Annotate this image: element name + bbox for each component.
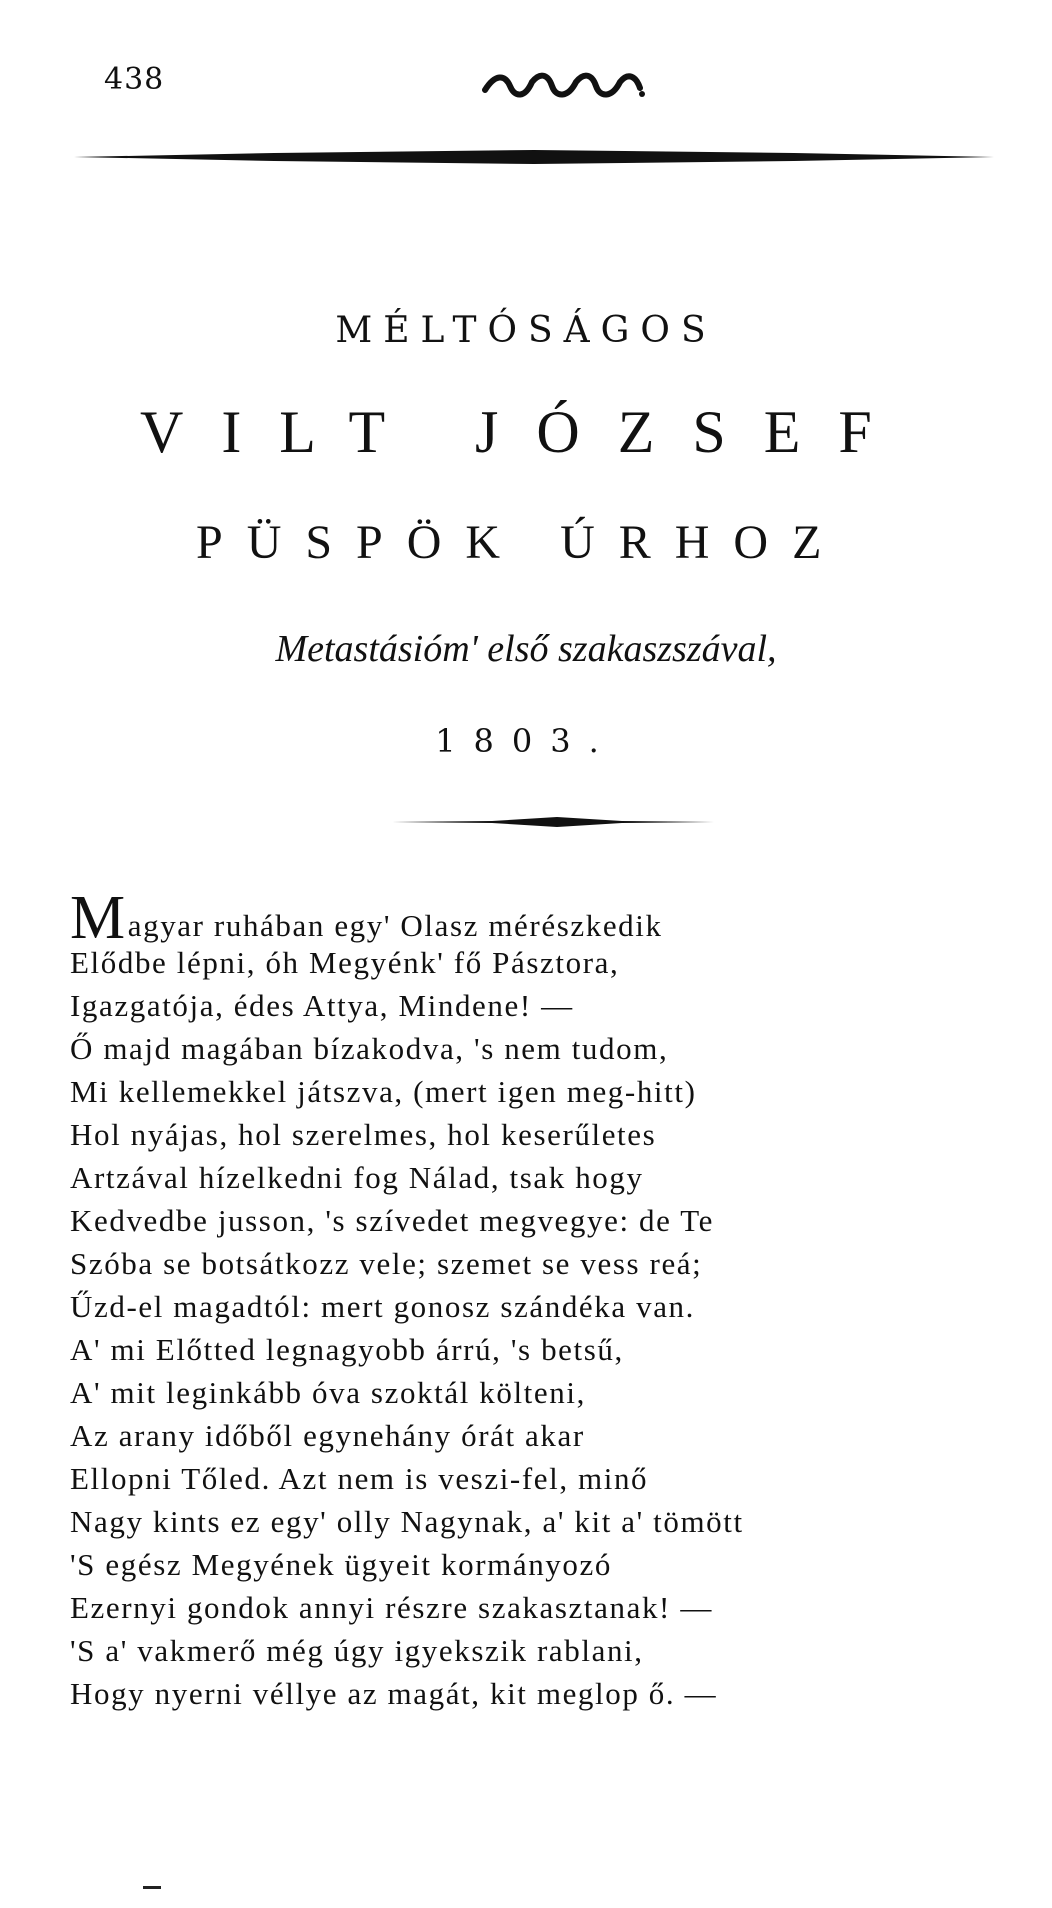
poem-line: Elődbe lépni, óh Megyénk' fő Pásztora, [70,945,620,980]
title-name: VILT JÓZSEF [140,399,910,465]
poem-line: 'S a' vakmerő még úgy igyekszik rablani, [70,1633,644,1668]
poem-line: Űzd-el magadtól: mert gonosz szándéka van. [70,1289,696,1324]
poem-line: Hogy nyerni véllye az magát, kit meglop ő. — [70,1676,718,1711]
page-number: 438 [104,62,165,97]
poem-line: 'S egész Megyének ügyeit kormányozó [70,1547,612,1582]
page-mark-dash [143,1886,161,1889]
poem-line [70,884,1030,952]
poem-line: A' mi Előtted legnagyobb árrú, 's betsű, [70,1332,624,1367]
poem-line: Mi kellemekkel játszva, (mert igen meg-hitt) [70,1074,697,1109]
poem-line: Artzával hízelkedni fog Nálad, tsak hogy [70,1160,644,1195]
poem-body [70,884,1030,1715]
drop-initial: M [70,884,127,952]
poem-line: Hol nyájas, hol szerelmes, hol keserűletes [70,1117,657,1152]
top-rule [74,150,994,164]
subtitle: Metastásióm' első szakaszszával, [275,628,777,670]
poem-line: Ezernyi gondok annyi részre szakasztanak! — [70,1590,713,1625]
poem-line: A' mit leginkább óva szoktál költeni, [70,1375,586,1410]
year: 1803. [435,722,617,760]
title-dignitary: MÉLTÓSÁGOS [335,310,717,351]
ornament-flourish [480,64,650,104]
poem-line: Igazgatója, édes Attya, Mindene! — [70,988,574,1023]
poem-line: Ellopni Tőled. Azt nem is veszi-fel, minő [70,1461,649,1496]
poem-line: Az arany időből egynehány órát akar [70,1418,585,1453]
title-rank: PÜSPÖK ÚRHOZ [196,516,846,569]
poem-line: Kedvedbe jusson, 's szívedet megvegye: de Te [70,1203,715,1238]
poem-line: Ő majd magában bízakodva, 's nem tudom, [70,1031,669,1066]
section-rule [392,817,714,827]
poem-line-text: agyar ruhában egy' Olasz mérészkedik [127,908,663,943]
poem-line: Nagy kints ez egy' olly Nagynak, a' kit a' tömött [70,1504,744,1539]
poem-line: Szóba se botsátkozz vele; szemet se vess reá; [70,1246,703,1281]
